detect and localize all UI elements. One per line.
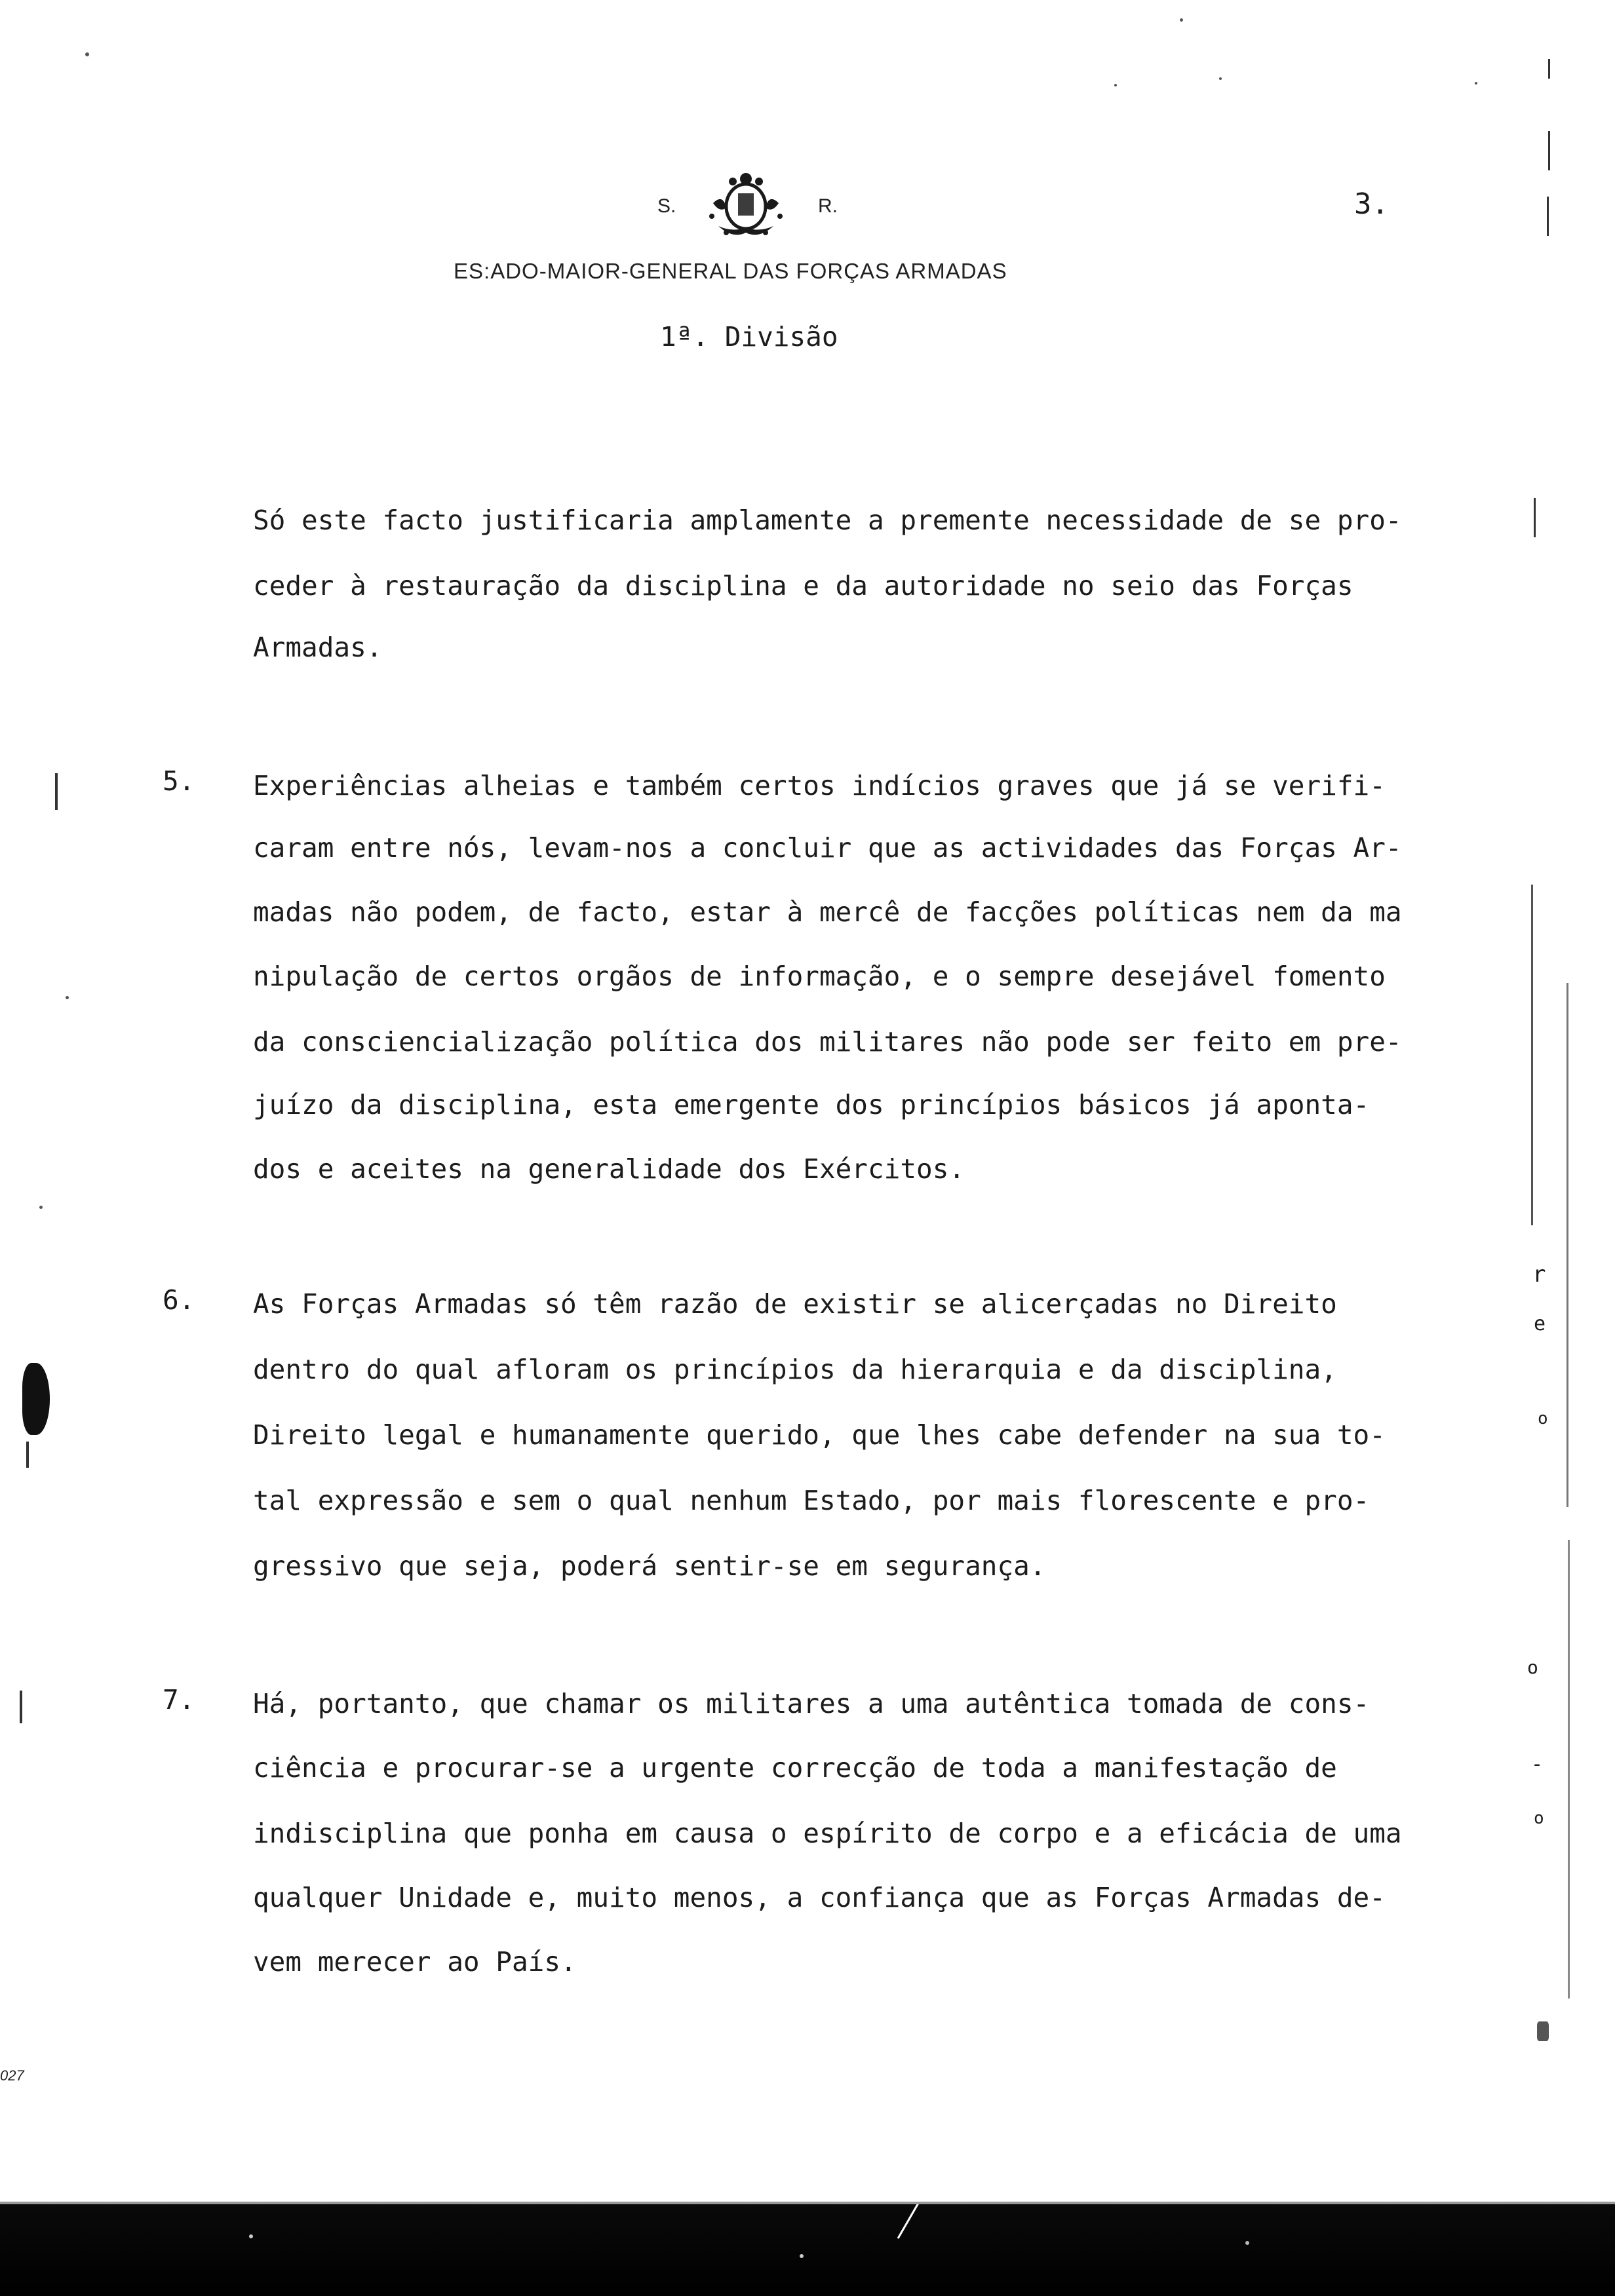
right-margin-letter: o — [1534, 1808, 1544, 1828]
paragraph-number: 6. — [163, 1284, 195, 1316]
paragraph-number: 5. — [163, 765, 195, 797]
top-speck — [1219, 77, 1222, 80]
paragraph-line: As Forças Armadas só têm razão de existir se alicerçadas no Direito — [253, 1288, 1337, 1320]
right-margin-letter: e — [1534, 1312, 1546, 1335]
paragraph-line: Experiências alheias e também certos indícios graves que já se verifi- — [253, 770, 1386, 801]
paragraph-line: indisciplina que ponha em causa o espírito de corpo e a eficácia de uma — [253, 1818, 1402, 1849]
right-margin-letter: r — [1532, 1261, 1546, 1288]
right-margin-line — [1531, 885, 1533, 1225]
top-speck — [1114, 84, 1117, 86]
scan-bottom-speck — [1245, 2241, 1249, 2245]
left-margin-speck — [85, 52, 89, 56]
scan-bottom-speck — [249, 2234, 253, 2238]
left-margin-mark — [55, 773, 58, 810]
paragraph-line: qualquer Unidade e, muito menos, a confiança que as Forças Armadas de- — [253, 1882, 1386, 1913]
paragraph-line: gressivo que seja, poderá sentir-se em segurança. — [253, 1550, 1046, 1582]
paragraph-line: vem merecer ao País. — [253, 1946, 577, 1978]
header-right-letter: R. — [818, 195, 838, 217]
top-speck — [1475, 82, 1477, 85]
paragraph-line: dentro do qual afloram os princípios da hierarquia e da disciplina, — [253, 1354, 1337, 1385]
scan-bottom-speck — [800, 2254, 804, 2258]
intro-line-1: Só este facto justificaria amplamente a premente necessidade de se pro- — [253, 505, 1402, 536]
right-margin-letter: o — [1527, 1656, 1538, 1678]
scan-bottom-band — [0, 2202, 1615, 2296]
page-number: 3. — [1354, 187, 1389, 221]
paragraph-line: Há, portanto, que chamar os militares a uma autêntica tomada de cons- — [253, 1688, 1370, 1719]
right-margin-line — [1566, 983, 1568, 1507]
right-margin-line — [1547, 197, 1549, 236]
paragraph-line: madas não podem, de facto, estar à mercê de facções políticas nem da ma — [253, 896, 1402, 928]
right-margin-line — [1568, 1540, 1570, 1999]
right-margin-line — [1534, 498, 1536, 537]
left-margin-mark — [26, 1442, 29, 1468]
right-margin-speck — [1537, 2021, 1549, 2041]
paragraph-line: juízo da disciplina, esta emergente dos princípios básicos já aponta- — [253, 1089, 1370, 1120]
left-margin-blot — [22, 1363, 50, 1435]
left-margin-speck — [66, 996, 69, 999]
right-margin-line — [1548, 131, 1550, 170]
left-margin-code: 027 — [0, 2067, 24, 2084]
left-margin-speck — [39, 1206, 43, 1209]
scan-bottom-streak — [0, 2202, 1615, 2204]
right-margin-letter: - — [1531, 1753, 1544, 1776]
coat-of-arms-emblem — [700, 167, 792, 246]
header-left-letter: S. — [657, 195, 676, 217]
organization-title: ES:ADO-MAIOR-GENERAL DAS FORÇAS ARMADAS — [454, 259, 1007, 283]
paragraph-line: tal expressão e sem o qual nenhum Estado, por mais florescente e pro- — [253, 1485, 1370, 1516]
paragraph-line: Direito legal e humanamente querido, que lhes cabe defender na sua to- — [253, 1419, 1386, 1451]
intro-line-3: Armadas. — [253, 632, 383, 663]
paragraph-number: 7. — [163, 1684, 195, 1715]
right-margin-line — [1548, 59, 1550, 79]
division-heading: 1ª. Divisão — [660, 321, 838, 353]
right-margin-letter: o — [1538, 1409, 1548, 1428]
left-margin-mark — [20, 1691, 22, 1723]
top-speck — [1180, 18, 1183, 22]
paragraph-line: nipulação de certos orgãos de informação, e o sempre desejável fomento — [253, 961, 1386, 992]
paragraph-line: da consciencialização política dos militares não pode ser feito em pre- — [253, 1026, 1402, 1058]
paragraph-line: dos e aceites na generalidade dos Exércitos. — [253, 1153, 965, 1185]
paragraph-line: caram entre nós, levam-nos a concluir que as actividades das Forças Ar- — [253, 832, 1402, 864]
intro-line-2: ceder à restauração da disciplina e da autoridade no seio das Forças — [253, 570, 1353, 602]
paragraph-line: ciência e procurar-se a urgente correcção de toda a manifestação de — [253, 1752, 1337, 1784]
